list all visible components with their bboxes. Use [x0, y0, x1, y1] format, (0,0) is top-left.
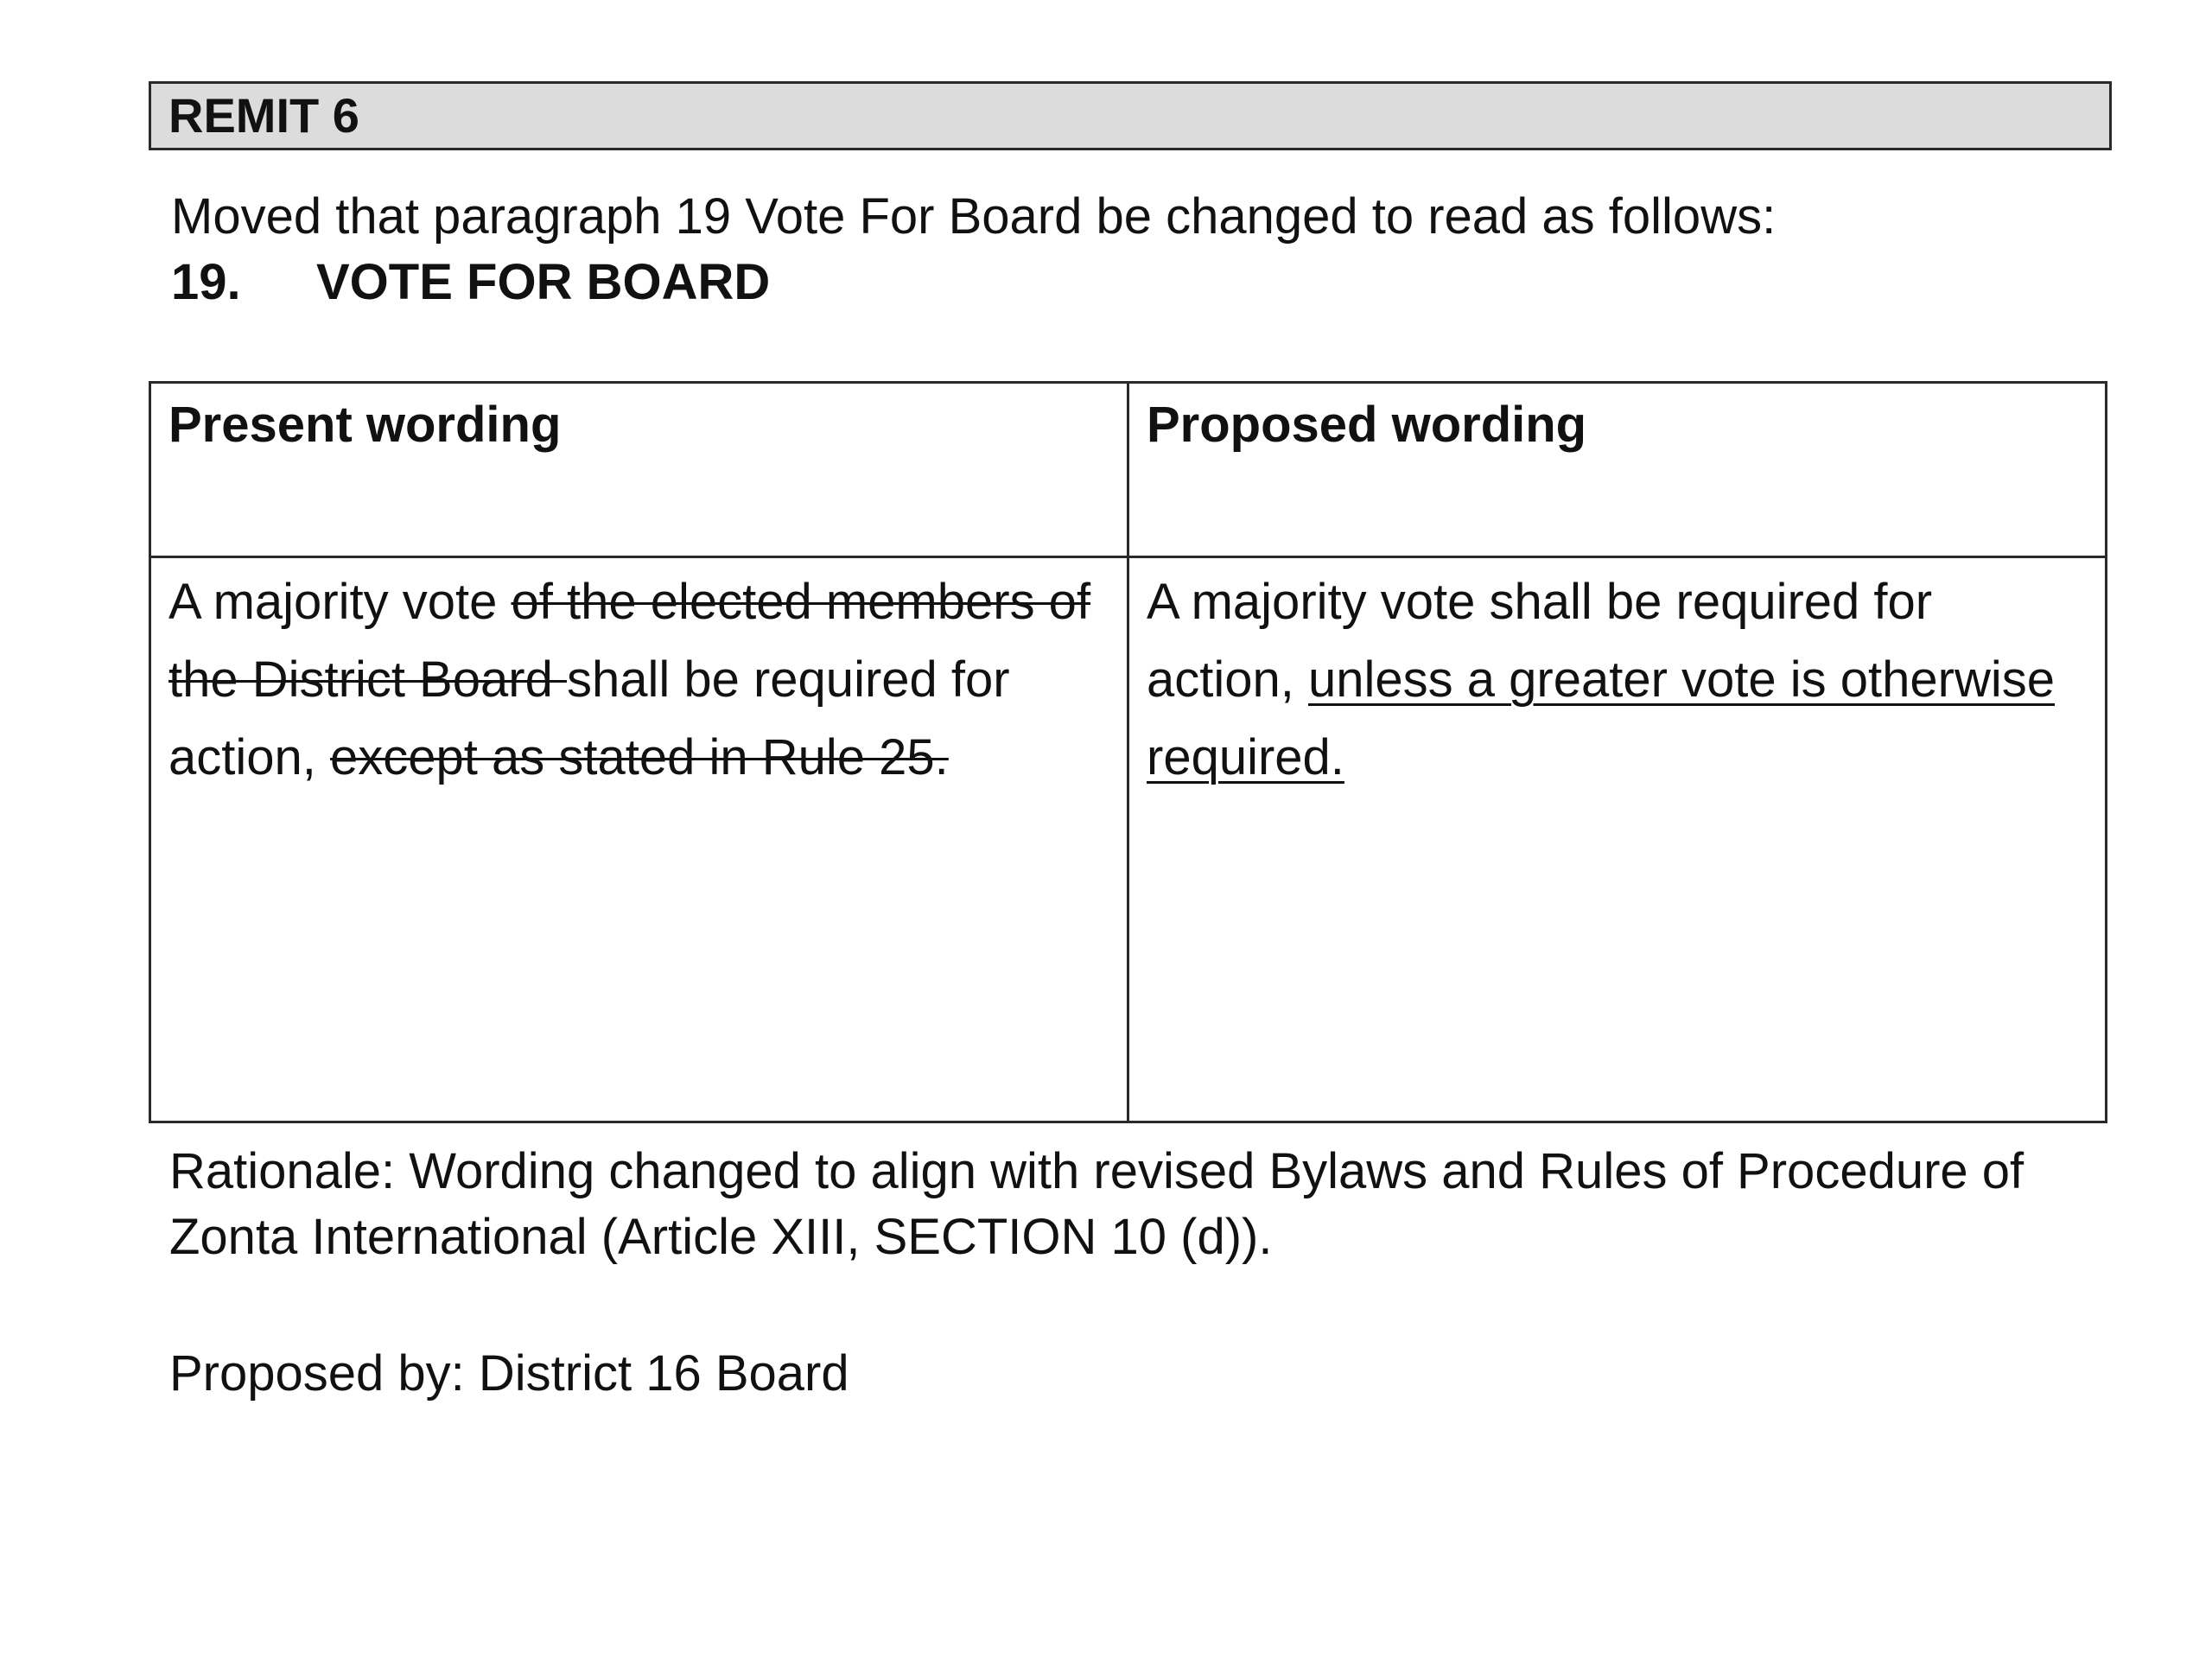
table-row — [150, 557, 2107, 1122]
proposed-by: Proposed by: District 16 Board — [169, 1345, 849, 1402]
proposed-wording-header: Proposed wording — [1128, 383, 2107, 557]
present-text-deleted: except as stated in Rule 25. — [330, 729, 949, 785]
proposed-text-kept: A majority vote shall be required for action, — [1147, 574, 1933, 708]
wording-comparison-table — [149, 381, 2107, 1123]
remit-title: REMIT 6 — [168, 88, 359, 143]
remit-title-bar — [149, 81, 2112, 150]
proposed-wording-cell — [1128, 557, 2107, 1122]
table-header-row — [150, 383, 2107, 557]
motion-intro: Moved that paragraph 19 Vote For Board be changed to read as follows: — [171, 188, 1777, 245]
section-number: 19. — [171, 254, 241, 310]
section-title: VOTE FOR BOARD — [316, 254, 771, 310]
proposed-text-inserted: unless a greater vote is otherwise required. — [1147, 652, 2055, 785]
present-text-kept: shall be required for action, — [168, 652, 1010, 785]
present-text-kept: A majority vote — [168, 574, 512, 630]
present-wording-header: Present wording — [150, 383, 1128, 557]
rationale: Rationale: Wording changed to align with revised Bylaws and Rules of Procedure of Zonta International (Article XIII, SECTION 10 (d)). — [169, 1143, 2024, 1265]
present-text-deleted: of the elected members of the District Board — [168, 574, 1091, 708]
present-wording-cell — [150, 557, 1128, 1122]
